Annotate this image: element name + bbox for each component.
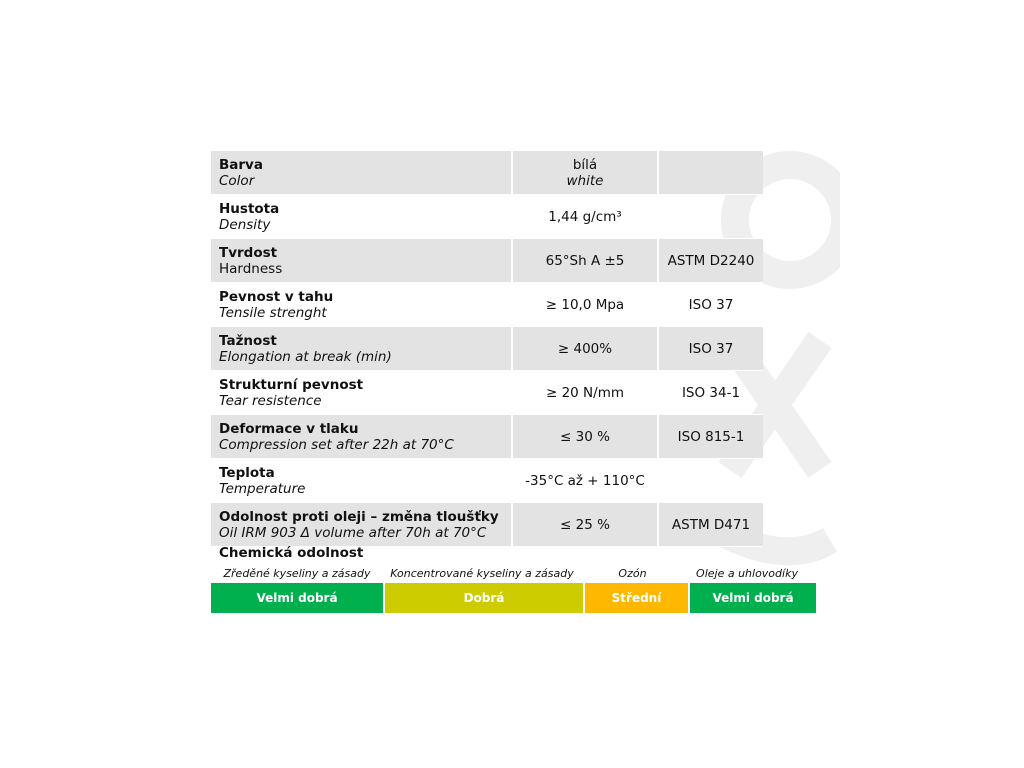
property-name: Tažnost	[219, 332, 277, 349]
property-name: Deformace v tlaku	[219, 420, 359, 437]
property-name-en: Temperature	[219, 480, 306, 497]
property-name: Barva	[219, 156, 263, 173]
property-name: Odolnost proti oleji – změna tloušťky	[219, 508, 499, 525]
property-value: ≥ 10,0 Mpa	[545, 296, 625, 313]
property-name-en: Compression set after 22h at 70°C	[219, 436, 454, 453]
property-value-en: white	[566, 172, 604, 189]
property-name-en: Oil IRM 903 Δ volume after 70h at 70°C	[219, 524, 487, 541]
rating-badge: Dobrá	[385, 583, 583, 613]
chemical-ratings	[211, 583, 818, 613]
table-row	[211, 283, 763, 327]
chemical-resistance-title: Chemická odolnost	[219, 545, 364, 561]
chemical-label: Zředěné kyseliny a zásady	[223, 567, 371, 580]
property-value: ≤ 30 %	[560, 428, 610, 445]
table-row	[211, 327, 763, 371]
property-value: 65°Sh A ±5	[545, 252, 625, 269]
property-name-en: Density	[219, 216, 271, 233]
property-value: ≤ 25 %	[560, 516, 610, 533]
property-name-en: Tear resistence	[219, 392, 322, 409]
property-name-en: Hardness	[219, 260, 283, 277]
property-value: -35°C až + 110°C	[525, 472, 645, 489]
properties-table	[211, 151, 763, 547]
property-standard: ASTM D471	[671, 516, 751, 533]
rating-badge: Velmi dobrá	[690, 583, 816, 613]
property-standard: ISO 815-1	[677, 428, 745, 445]
property-standard: ASTM D2240	[667, 252, 755, 269]
property-value: ≥ 400%	[557, 340, 613, 357]
property-name: Strukturní pevnost	[219, 376, 364, 393]
property-name: Teplota	[219, 464, 275, 481]
property-name: Pevnost v tahu	[219, 288, 334, 305]
property-value: bílá	[572, 156, 598, 173]
property-name: Hustota	[219, 200, 280, 217]
chemical-label: Ozón	[618, 567, 647, 580]
table-row	[211, 503, 763, 547]
rating-badge: Střední	[585, 583, 688, 613]
table-row	[211, 415, 763, 459]
property-standard: ISO 37	[688, 296, 734, 313]
property-name-en: Color	[219, 172, 255, 189]
property-name-en: Elongation at break (min)	[219, 348, 392, 365]
table-row	[211, 371, 763, 415]
chemical-labels	[211, 565, 810, 583]
property-standard: ISO 34-1	[681, 384, 741, 401]
rating-badge: Velmi dobrá	[211, 583, 383, 613]
property-name-en: Tensile strenght	[219, 304, 327, 321]
property-name: Tvrdost	[219, 244, 278, 261]
property-standard: ISO 37	[688, 340, 734, 357]
chemical-label: Koncentrované kyseliny a zásady	[390, 567, 574, 580]
property-value: 1,44 g/cm³	[548, 208, 622, 225]
table-row	[211, 195, 763, 239]
table-row	[211, 151, 763, 195]
table-row	[211, 239, 763, 283]
chemical-label: Oleje a uhlovodíky	[696, 567, 798, 580]
table-row	[211, 459, 763, 503]
property-value: ≥ 20 N/mm	[545, 384, 625, 401]
